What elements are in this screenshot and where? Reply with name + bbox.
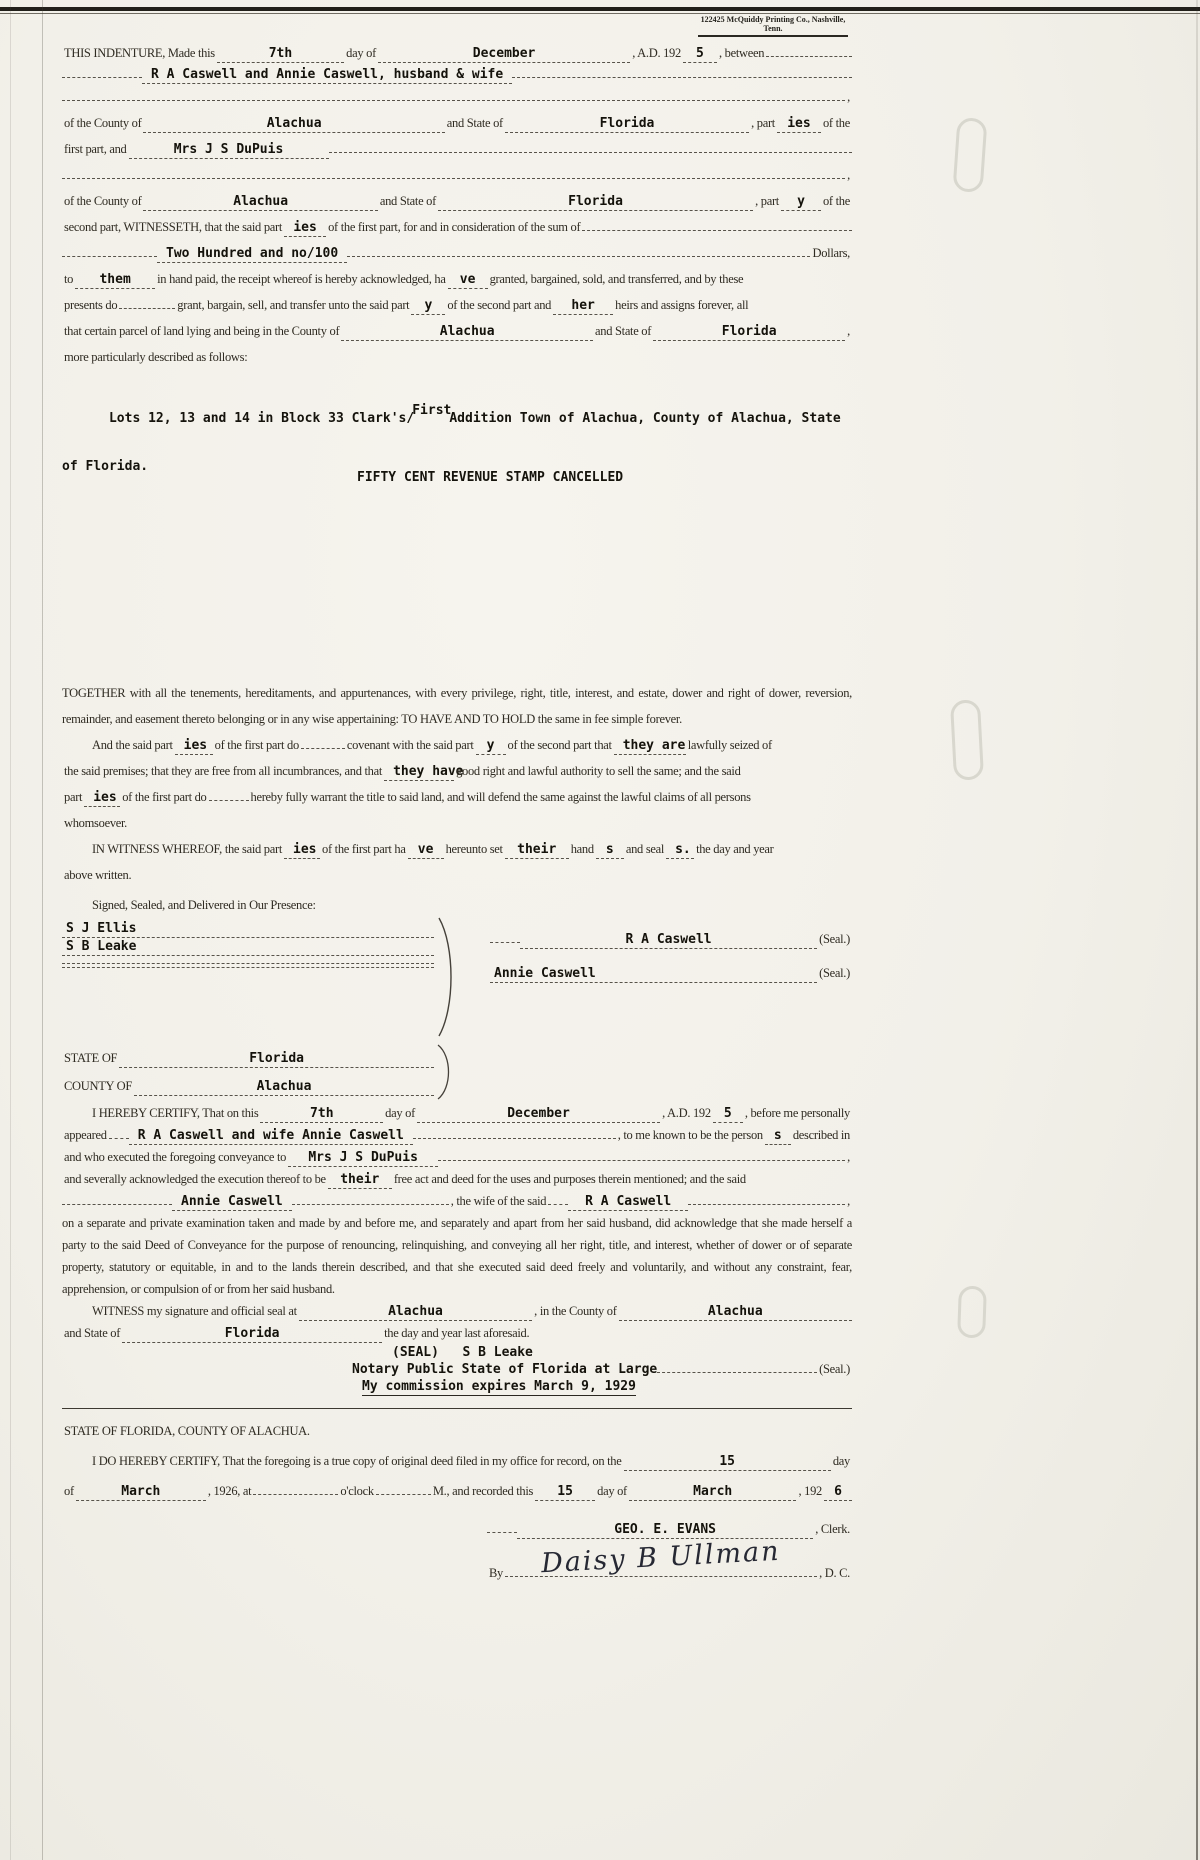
together-paragraph: TOGETHER with all the tenements, hereditaments, and appurtenances, with every privilege, right, title, interest, and estate, dower and right of dower, reversion, remainder, and easement thereto belonging or in any wise appertaining: TO HAVE AND TO HOLD the same in fee simple forever. [62,686,852,726]
covenant-line-3 [62,784,852,810]
label-witnesseth: second part, WITNESSETH, that the said part [64,220,283,234]
fill-their: their [328,1171,392,1189]
label-day-of: day of [597,1484,627,1498]
fill-parties: ies [284,841,320,859]
fill-their: their [505,841,569,859]
ruled-blank [62,960,434,968]
covenants-section [62,680,852,888]
ruled-blank [62,249,157,257]
first-party-county-line [62,110,852,136]
description-text: Addition Town of Alachua, County of Alachua, State [449,411,841,426]
witness-seal-line-1 [62,1300,852,1322]
ruled-blank [548,1197,568,1205]
fill-hand-s: s [596,841,624,859]
label-of-the: of the [822,116,850,130]
notary-acknowledgment [62,1102,852,1396]
typed-commission-expiry: My commission expires March 9, 1929 [362,1379,636,1394]
ruled-blank [62,70,142,78]
label-day-of: day of [385,1106,415,1120]
fill-parties: ies [175,737,213,755]
label-dollars: Dollars, [812,246,850,260]
clerk-line-1 [62,1446,852,1476]
ruled-blank [688,1197,845,1205]
fill-ack-month: December [417,1105,660,1123]
deputy-row [487,1535,852,1588]
grantor-signatures [490,922,852,990]
top-rule-thin [0,13,1200,14]
fill-year: 5 [683,45,717,63]
label-day-of: day of [346,46,376,60]
label-county-of: of the County of [64,194,142,208]
fill-grantors: R A Caswell and Annie Caswell, husband & wife [142,66,512,84]
fill-husband-name: R A Caswell [568,1193,688,1211]
binder-mark [950,699,984,780]
label-first-part: first part, and [64,142,127,156]
label-of-the: of the [822,194,850,208]
label-consideration: of the first part, for and in consideration of the sum of [328,220,581,234]
clerk-heading [62,1416,852,1446]
clerk-signoff [487,1514,852,1588]
fill-ack-day: 7th [260,1105,383,1123]
ruled-blank [329,145,853,153]
typed-seal-notary-name: (SEAL) S B Leake [392,1345,533,1360]
fill-month: December [378,45,630,63]
venue-county-row [62,1072,434,1100]
ruled-blank [209,793,249,801]
witness-seal-line-2 [62,1322,852,1344]
ruled-blank [512,70,852,78]
label-comma: , [847,90,850,104]
fill-they-have: they have [384,763,454,781]
fill-seal-state: Florida [122,1325,382,1343]
label-hand: hand [570,842,594,856]
certify-line-1 [62,1102,852,1124]
separate-examination-paragraph: on a separate and private examination taken and made by and before me, and separately and apart from her said husband, did acknowledge that she made herself a party to the said Deed of Conveyance for the purpose of renouncing, relinquishing, and conveying all her right, title, and interest, whether of dower or of separate property, statutory or equitable, in and to the lands therein described, and that she executed said deed freely and voluntarily, and without any constraint, fear, apprehension, or compulsion of or from her said husband. [62,1216,852,1296]
label-witness-seal: WITNESS my signature and official seal at [92,1304,297,1318]
fill-seal-s: s. [666,841,694,859]
label-part: , part [751,116,775,130]
label-ad: , A.D. 192 [632,46,681,60]
fill-county-2: Alachua [143,193,377,211]
grantor-signature-row-2 [490,956,852,990]
description-insert-first: First [412,403,452,418]
fill-parties: ies [84,789,120,807]
ruled-blank [62,93,845,101]
label-comma: , [847,1150,850,1164]
amount-line [62,240,852,266]
fill-state-1: Florida [505,115,749,133]
fill-seal-county: Alachua [619,1303,852,1321]
label-do-hereby-certify: I DO HEREBY CERTIFY, That the foregoing is a true copy of original deed filed in my office for record, on the [92,1454,622,1468]
fill-person-s: s [765,1127,791,1145]
certify-line-2 [62,1124,852,1146]
fill-venue-county: Alachua [134,1078,434,1096]
label-comma: , [847,1194,850,1208]
description-line-1 [62,383,852,455]
label-i-hereby-certify: I HEREBY CERTIFY, That on this [92,1106,259,1120]
fill-recorded-year: 6 [824,1483,852,1501]
label-recorded-this: M., and recorded this [432,1484,534,1498]
venue-block [62,1044,852,1104]
page-fold-line [42,0,43,1860]
label-state-of: and State of [446,116,503,130]
in-witness-line-1 [62,836,852,862]
label-of: of [64,1484,74,1498]
label-second-and: of the second part and [447,298,552,312]
label-between: , between [718,46,765,60]
label-in-hand: in hand paid, the receipt whereof is hereby acknowledged, ha [157,272,446,286]
label-first-part-ha: of the first part ha [322,842,406,856]
label-clerk-heading: STATE OF FLORIDA, COUNTY OF ALACHUA. [64,1424,310,1438]
covenant-line-4 [62,810,852,836]
covenant-line-2 [62,758,852,784]
fill-state-2: Florida [438,193,753,211]
fill-state-3: Florida [653,323,845,341]
top-rule-thick [0,7,1200,11]
in-hand-paid-line [62,266,852,292]
label-day-year: the day and year [696,842,774,856]
label-second-part-that: of the second part that [507,738,612,752]
fill-clerk-name: GEO. E. EVANS [517,1521,813,1539]
ruled-blank [301,741,345,749]
fill-grantor-signature-2: Annie Caswell [490,965,817,983]
deputy-handwritten-signature: Daisy B Ullman [540,1535,782,1580]
label-192: , 192 [798,1484,822,1498]
label-seal: (Seal.) [819,966,850,980]
ruled-blank [253,1487,338,1495]
in-witness-line-2 [62,862,852,888]
label-and-said-part: And the said part [92,738,173,752]
fill-grantee: Mrs J S DuPuis [129,141,329,159]
deputy-signature-line [505,1535,817,1580]
label-seal: (Seal.) [819,932,850,946]
fill-ack-year: 5 [713,1105,743,1123]
label-state-of: and State of [379,194,436,208]
label-dc: , D. C. [819,1566,850,1580]
label-and-state-of: and State of [64,1326,121,1340]
label-described: more particularly described as follows: [64,350,248,364]
label-heirs: heirs and assigns forever, all [615,298,749,312]
ruled-blank [582,223,852,231]
label-wife-of: , the wife of the said [450,1194,547,1208]
revenue-stamp-note [62,470,852,485]
label-whomsoever: whomsoever. [64,816,128,830]
page-left-edge [10,0,11,1860]
label-in-witness: IN WITNESS WHEREOF, the said part [92,842,283,856]
label-in-county: , in the County of [534,1304,617,1318]
opening-line-1 [62,40,852,66]
ruled-blank [62,171,845,179]
label-hereunto-set: hereunto set [445,842,503,856]
label-before-me: , before me personally [744,1106,850,1120]
label-seal: (Seal.) [819,1362,850,1376]
label-comma: , [847,168,850,182]
notary-commission-line [62,1378,852,1396]
fill-recorded-day: 15 [535,1483,595,1501]
ruled-blank [119,301,175,309]
ruled-blank [490,935,520,943]
fill-ha-ve: ve [408,841,444,859]
label-first-part-do: of the first part do [122,790,207,804]
label-year-at: , 1926, at [207,1484,252,1498]
label-appeared: appeared [64,1128,107,1142]
fill-parties-1: ies [777,115,821,133]
fill-parties-4: y [411,297,445,315]
label-ad: , A.D. 192 [662,1106,711,1120]
binder-mark [957,1286,987,1339]
ruled-blank [376,1487,431,1495]
label-presents-do: presents do [64,298,118,312]
label-lawfully-seized: lawfully seized of [687,738,772,752]
witnesseth-line [62,214,852,240]
certify-line-5 [62,1190,852,1212]
ruled-blank [487,1525,517,1533]
stamp-text: FIFTY CENT REVENUE STAMP CANCELLED [357,470,624,485]
second-party-county-line [62,188,852,214]
label-granted: granted, bargained, sold, and transferred, and by these [489,272,744,286]
fill-witness-2: S B Leake [62,938,434,956]
fill-wife-name: Annie Caswell [172,1193,292,1211]
witness-header [62,890,434,920]
clerk-line-2 [62,1476,852,1506]
label-by: By [489,1566,503,1580]
label-to: to [64,272,74,286]
ruled-blank [438,1153,845,1161]
signatures-section [62,890,852,1060]
fill-venue-state: Florida [119,1050,434,1068]
fill-seal-place: Alachua [299,1303,532,1321]
notary-seal-typed-line [62,1344,852,1361]
venue-state-row [62,1044,434,1072]
label-conveyance-to: and who executed the foregoing conveyance to [64,1150,287,1164]
fill-to-whom: them [75,271,155,289]
fill-county-1: Alachua [143,115,444,133]
deed-opening [62,40,852,370]
property-description [62,383,852,479]
fill-appeared-names: R A Caswell and wife Annie Caswell [129,1127,413,1145]
fill-record-month: March [76,1483,206,1501]
label-aforesaid: the day and year last aforesaid. [384,1326,530,1340]
typed-notary-title: Notary Public State of Florida at Large [352,1362,658,1377]
label-and-seal: and seal [625,842,665,856]
fill-day: 7th [217,45,344,63]
label-good-right: good right and lawful authority to sell the same; and the said [456,764,741,778]
ruled-line-comma [62,162,852,188]
label-county-of-heading: COUNTY OF [64,1079,133,1093]
label-signed-sealed: Signed, Sealed, and Delivered in Our Presence: [92,898,316,912]
label-grant: grant, bargain, sell, and transfer unto the said part [177,298,410,312]
label-parcel: that certain parcel of land lying and being in the County of [64,324,340,338]
label-county-of: of the County of [64,116,142,130]
label-covenant: covenant with the said part [346,738,474,752]
clerk-certification [62,1408,852,1588]
venue-brace [436,1044,454,1100]
label-day: day [832,1454,850,1468]
ruled-blank [292,1197,449,1205]
ruled-blank [766,49,852,57]
fill-heirs: her [553,297,613,315]
ruled-blank [62,1197,172,1205]
fill-ha-ve: ve [448,271,488,289]
certify-line-4 [62,1168,852,1190]
label-acknowledged: and severally acknowledged the execution thereof to be [64,1172,326,1186]
parcel-line [62,318,852,344]
printer-credit: 122425 McQuiddy Printing Co., Nashville, Tenn. [698,15,848,37]
label-described-in: described in [792,1128,850,1142]
page-right-edge [1196,0,1198,1860]
clerk-name-row [487,1514,852,1544]
witness-signature-4 [62,960,434,964]
fill-parties-2: y [781,193,821,211]
label-warrant-title: hereby fully warrant the title to said land, and will defend the same against the lawful claims of all persons [250,790,751,804]
covenant-line-1 [62,732,852,758]
grantee-line [62,136,852,162]
fill-conveyance-grantee: Mrs J S DuPuis [288,1149,438,1167]
certify-line-3 [62,1146,852,1168]
label-indenture: THIS INDENTURE, Made this [64,46,215,60]
fill-recorded-month: March [629,1483,797,1501]
description-text: Lots 12, 13 and 14 in Block 33 Clark's/ [108,411,415,426]
description-line-2: of Florida. [62,459,149,474]
fill-they-are: they are [614,737,686,755]
label-state-of-heading: STATE OF [64,1051,118,1065]
label-above-written: above written. [64,868,132,882]
label-part: , part [755,194,779,208]
witness-signature-2 [62,938,434,956]
described-line [62,344,852,370]
fill-parties-3: ies [284,219,326,237]
label-free-act: free act and deed for the uses and purposes therein mentioned; and the said [393,1172,746,1186]
fill-witness-1: S J Ellis [62,920,434,938]
ruled-line-comma [62,84,852,110]
fill-grantor-signature-1: R A Caswell [520,931,817,949]
label-state-of: and State of [595,324,652,338]
fill-county-3: Alachua [341,323,593,341]
notary-title-line [62,1361,852,1378]
binder-mark [952,117,987,193]
label-comma: , [847,324,850,338]
label-known-person: , to me known to be the person [617,1128,763,1142]
label-oclock: o'clock [340,1484,374,1498]
ruled-blank [109,1131,129,1139]
ruled-blank [413,1131,616,1139]
fill-amount: Two Hundred and no/100 [157,245,347,263]
opening-grantors-line [62,66,852,84]
label-premises: the said premises; that they are free from all incumbrances, and that [64,764,383,778]
ruled-blank [347,249,810,257]
grantor-signature-row-1 [490,922,852,956]
label-clerk: , Clerk. [815,1522,850,1536]
fill-record-day: 15 [624,1453,831,1471]
witness-brace [436,916,458,1038]
label-part: part [64,790,83,804]
ruled-blank [657,1365,817,1373]
label-first-part-do: of the first part do [214,738,299,752]
presents-do-line [62,292,852,318]
witness-signature-1 [62,920,434,938]
fill-party-y: y [476,737,506,755]
